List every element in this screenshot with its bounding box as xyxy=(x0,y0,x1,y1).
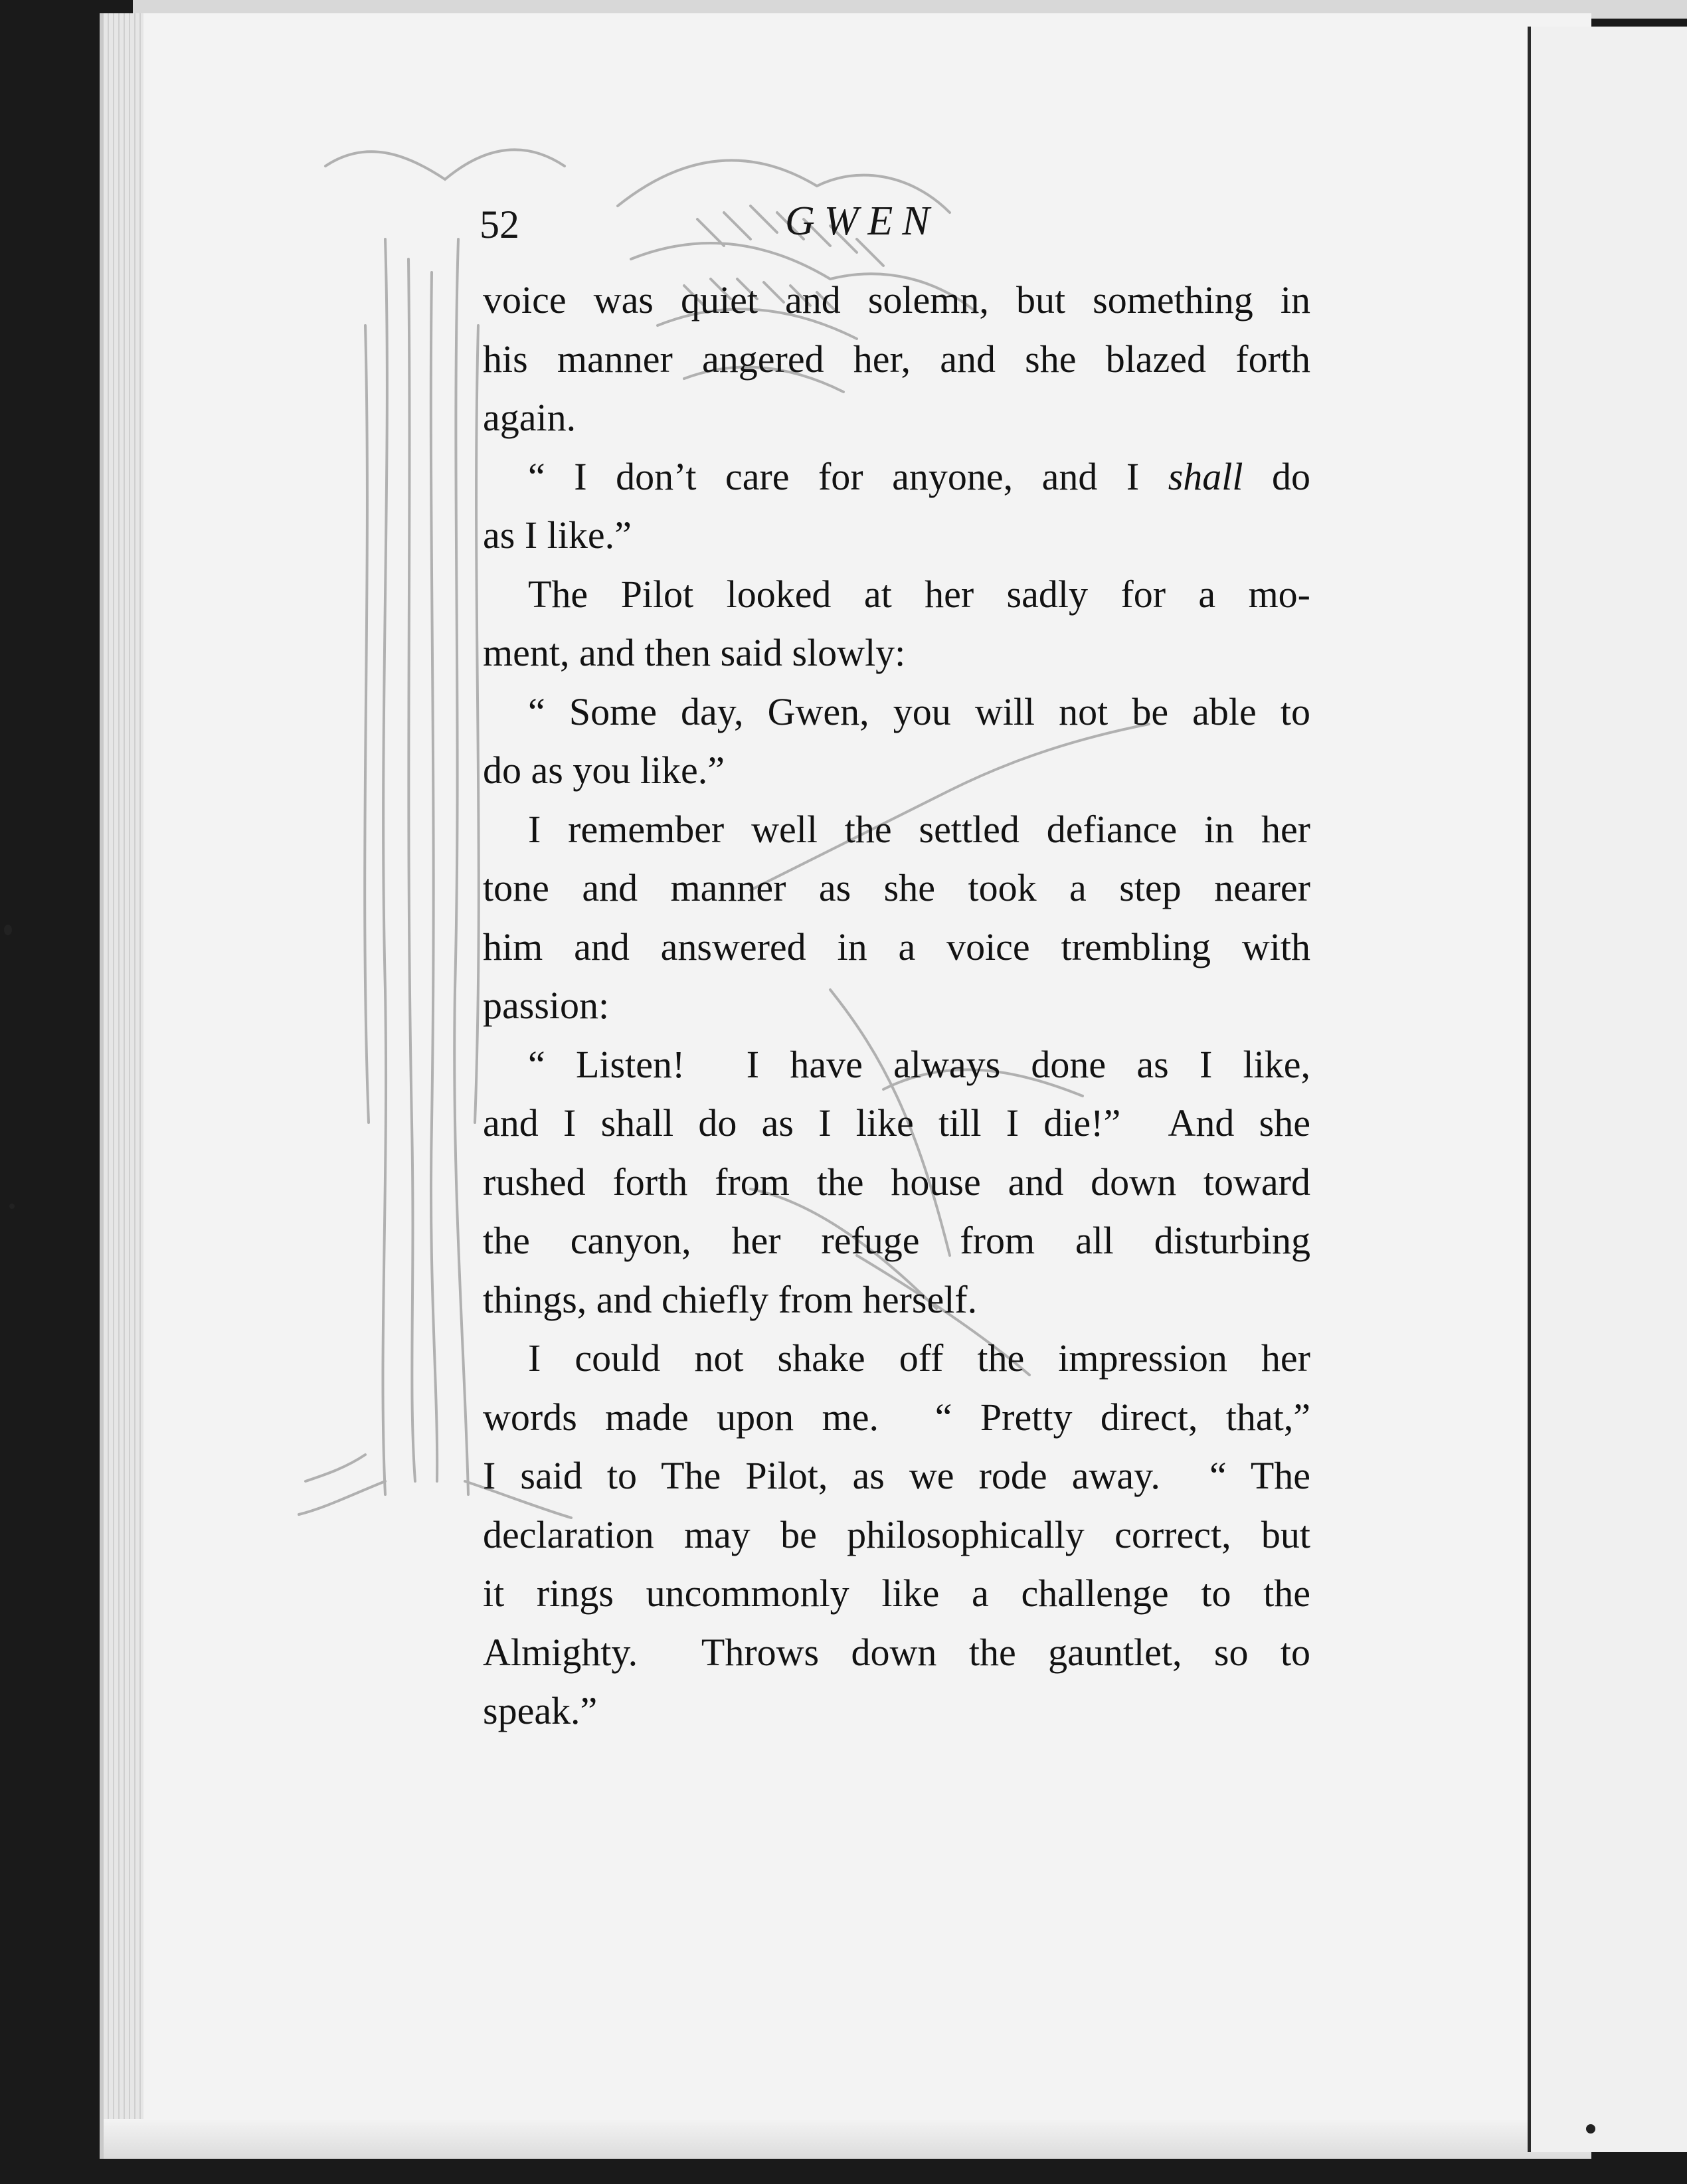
text-line: I remember well the settled defiance in her xyxy=(528,807,1310,851)
text-line xyxy=(483,448,1310,507)
text-line: and I shall do as I like till I die!” And she xyxy=(483,1101,1310,1144)
text-line: Almighty. Throws down the gauntlet, so to xyxy=(483,1630,1310,1674)
text-line: again. xyxy=(483,396,577,439)
text-line: “ Listen! I have always done as I like, xyxy=(528,1042,1310,1086)
margin-speck xyxy=(1586,2124,1595,2134)
text-line: do as you like.” xyxy=(483,749,725,792)
text-line: I could not shake off the impression her xyxy=(528,1336,1310,1380)
text-line: voice was quiet and solemn, but something in xyxy=(483,278,1310,321)
text-line: the canyon, her refuge from all disturbing xyxy=(483,1219,1310,1262)
text-line: speak.” xyxy=(483,1689,598,1732)
page-bottom-shadow xyxy=(104,2119,1591,2159)
text-line: declaration may be philosophically correct, but xyxy=(483,1512,1310,1556)
body-text xyxy=(483,271,1310,1741)
margin-speck xyxy=(4,925,12,935)
text-line: his manner angered her, and she blazed forth xyxy=(483,337,1310,381)
text-line: him and answered in a voice trembling with xyxy=(483,925,1310,968)
text-fragment: do xyxy=(1243,454,1311,498)
text-line: tone and manner as she took a step nearer xyxy=(483,866,1310,909)
text-line: ment, and then said slowly: xyxy=(483,631,906,674)
text-line: it rings uncommonly like a challenge to the xyxy=(483,1572,1310,1615)
running-head xyxy=(480,198,1310,258)
italic-word: shall xyxy=(1168,454,1243,498)
page-stack-edges xyxy=(104,13,143,2159)
next-page-edge xyxy=(1528,27,1687,2152)
trunk-line-right xyxy=(454,239,468,1495)
text-line: passion: xyxy=(483,984,610,1027)
text-line: things, and chiefly from herself. xyxy=(483,1277,978,1321)
text-line: rushed forth from the house and down toward xyxy=(483,1160,1310,1204)
margin-speck xyxy=(9,1204,15,1209)
text-line: The Pilot looked at her sadly for a mo- xyxy=(528,572,1310,616)
text-line: I said to The Pilot, as we rode away. “ The xyxy=(483,1454,1310,1497)
running-title: GWEN xyxy=(785,199,939,244)
page-number: 52 xyxy=(480,203,519,246)
trunk-line-left xyxy=(383,239,387,1495)
text-line: as I like.” xyxy=(483,513,632,557)
text-line: “ Some day, Gwen, you will not be able to xyxy=(528,689,1310,733)
text-line: words made upon me. “ Pretty direct, that,” xyxy=(483,1395,1310,1439)
text-fragment: “ I don’t care for anyone, and I xyxy=(528,454,1168,498)
